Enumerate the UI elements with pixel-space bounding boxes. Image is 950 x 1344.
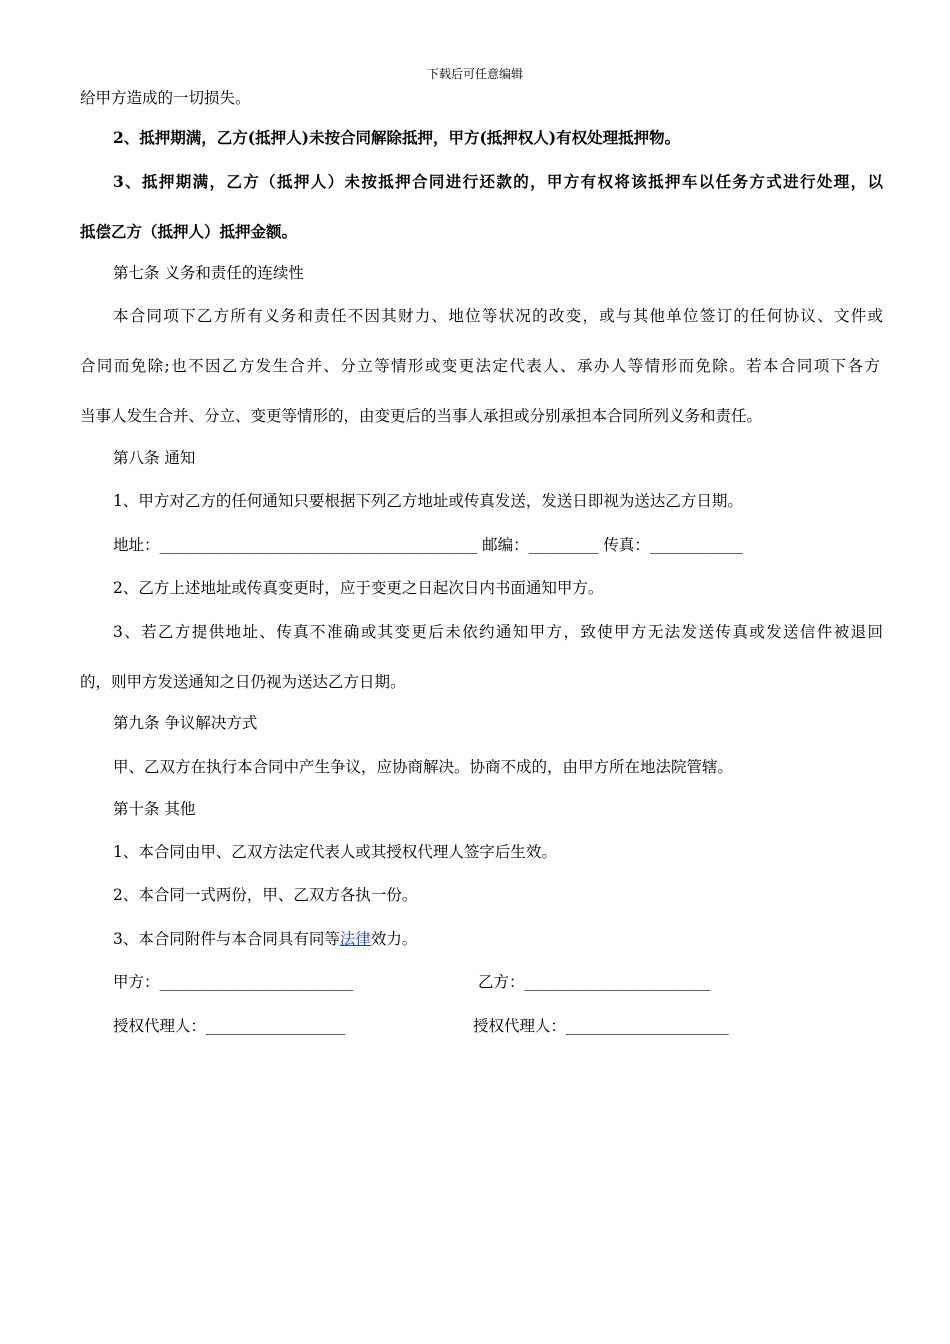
party-b-signature: 乙方：________________________ — [478, 973, 711, 991]
article-7-line-3: 当事人发生合并、分立、变更等情形的，由变更后的当事人承担或分别承担本合同所列义务和责任。 — [80, 407, 763, 425]
article-10-item-3-text: 3、本合同附件与本合同具有同等 — [113, 930, 340, 948]
article-7-title: 第七条 义务和责任的连续性 — [113, 264, 304, 282]
article-10-item-3 — [113, 929, 883, 949]
clause-2: 2、抵押期满，乙方(抵押人)未按合同解除抵押，甲方(抵押权人)有权处理抵押物。 — [113, 128, 681, 147]
party-a-agent: 授权代理人：__________________ — [113, 1017, 346, 1035]
article-9-text: 甲、乙双方在执行本合同中产生争议，应协商解决。协商不成的，由甲方所在地法院管辖。 — [113, 758, 734, 776]
article-10-title: 第十条 其他 — [113, 800, 196, 818]
page-header: 下载后可任意编辑 — [426, 67, 523, 81]
article-10-item-3-suffix: 效力。 — [370, 930, 418, 948]
article-9-title: 第九条 争议解决方式 — [113, 714, 258, 732]
article-8-item-2: 2、乙方上述地址或传真变更时，应于变更之日起次日内书面通知甲方。 — [113, 579, 604, 597]
article-10-item-1: 1、本合同由甲、乙双方法定代表人或其授权代理人签字后生效。 — [113, 843, 557, 861]
paragraph-line: 给甲方造成的一切损失。 — [80, 89, 251, 107]
article-8-item-3-line-2: 的，则甲方发送通知之日仍视为送达乙方日期。 — [80, 673, 406, 691]
article-7-line-2: 合同而免除;也不因乙方发生合并、分立等情形或变更法定代表人、承办人等情形而免除。若本合同项下各方 — [80, 357, 880, 375]
party-b-agent: 授权代理人：_____________________ — [473, 1017, 729, 1035]
article-7-line-1: 本合同项下乙方所有义务和责任不因其财力、地位等状况的改变，或与其他单位签订的任何协议、文件或 — [113, 307, 883, 325]
article-10-item-2: 2、本合同一式两份，甲、乙双方各执一份。 — [113, 886, 418, 904]
article-8-item-3-line-1: 3、若乙方提供地址、传真不准确或其变更后未依约通知甲方，致使甲方无法发送传真或发送信件被退回 — [113, 623, 883, 641]
clause-3-line-2: 抵偿乙方（抵押人）抵押金额。 — [80, 222, 298, 241]
clause-3-line-1: 3、抵押期满，乙方（抵押人）未按抵押合同进行还款的，甲方有权将该抵押车以任务方式进行处理，以 — [113, 172, 883, 191]
law-link[interactable]: 法律 — [339, 930, 371, 948]
article-8-item-1: 1、甲方对乙方的任何通知只要根据下列乙方地址或传真发送，发送日即视为送达乙方日期。 — [113, 492, 743, 510]
party-a-signature: 甲方：_________________________ — [113, 973, 354, 991]
article-8-title: 第八条 通知 — [113, 449, 196, 467]
address-fields: 地址：_________________________________________ 邮编：_________ 传真：____________ — [113, 536, 743, 554]
